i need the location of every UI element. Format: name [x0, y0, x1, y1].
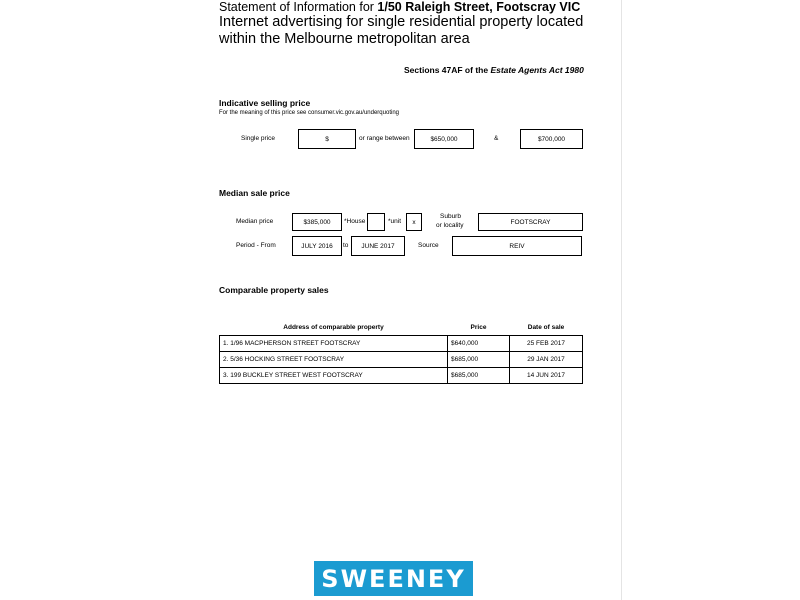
unit-checkbox: x [406, 213, 422, 231]
sections-prefix: Sections 47AF of the [404, 65, 491, 75]
sections-act: Estate Agents Act 1980 [490, 65, 584, 75]
row-date: 25 FEB 2017 [510, 336, 583, 352]
period-label: Period - From [236, 242, 276, 249]
row-address: 1. 1/96 MACPHERSON STREET FOOTSCRAY [220, 336, 448, 352]
period-to-field: JUNE 2017 [351, 236, 405, 256]
statement-subtitle: Internet advertising for single residential property located within the Melbourne metropolitan area [219, 14, 584, 47]
period-from-field: JULY 2016 [292, 236, 342, 256]
range-low-field: $650,000 [414, 129, 474, 149]
suburb-label: Suburb [440, 213, 461, 220]
range-high-field: $700,000 [520, 129, 583, 149]
sweeney-logo: SWEENEY [314, 561, 473, 596]
range-ampersand: & [494, 135, 499, 142]
page-edge-divider [621, 0, 622, 600]
indicative-heading: Indicative selling price [219, 98, 311, 108]
table-row [220, 352, 583, 368]
underquoting-note: For the meaning of this price see consumer.vic.gov.au/underquoting [219, 110, 399, 116]
source-field: REIV [452, 236, 582, 256]
to-label: to [343, 242, 349, 249]
table-header-row [220, 320, 583, 336]
unit-label: *unit [388, 218, 402, 225]
suburb-field: FOOTSCRAY [478, 213, 583, 231]
house-checkbox [367, 213, 385, 231]
locality-label: or locality [436, 222, 464, 229]
title-address: 1/50 Raleigh Street, Footscray VIC [377, 0, 581, 14]
table-row [220, 368, 583, 384]
column-header-address: Address of comparable property [283, 324, 384, 331]
comparable-heading: Comparable property sales [219, 285, 329, 295]
row-price: $685,000 [448, 352, 510, 368]
row-date: 29 JAN 2017 [510, 352, 583, 368]
comparable-sales-table [219, 320, 583, 384]
source-label: Source [418, 242, 439, 249]
row-price: $640,000 [448, 336, 510, 352]
row-date: 14 JUN 2017 [510, 368, 583, 384]
single-price-field: $ [298, 129, 356, 149]
row-address: 3. 199 BUCKLEY STREET WEST FOOTSCRAY [220, 368, 448, 384]
statement-title [219, 0, 580, 14]
row-price: $685,000 [448, 368, 510, 384]
median-heading: Median sale price [219, 188, 290, 198]
title-prefix: Statement of Information for [219, 0, 378, 14]
column-header-date: Date of sale [527, 324, 565, 331]
median-price-label: Median price [236, 218, 274, 225]
single-price-label: Single price [241, 135, 275, 142]
column-header-price: Price [470, 324, 487, 331]
house-label: *House [344, 218, 366, 225]
table-row [220, 336, 583, 352]
row-address: 2. 5/36 HOCKING STREET FOOTSCRAY [220, 352, 448, 368]
sections-reference [404, 65, 584, 75]
range-label: or range between [359, 135, 410, 142]
median-price-field: $385,000 [292, 213, 342, 231]
